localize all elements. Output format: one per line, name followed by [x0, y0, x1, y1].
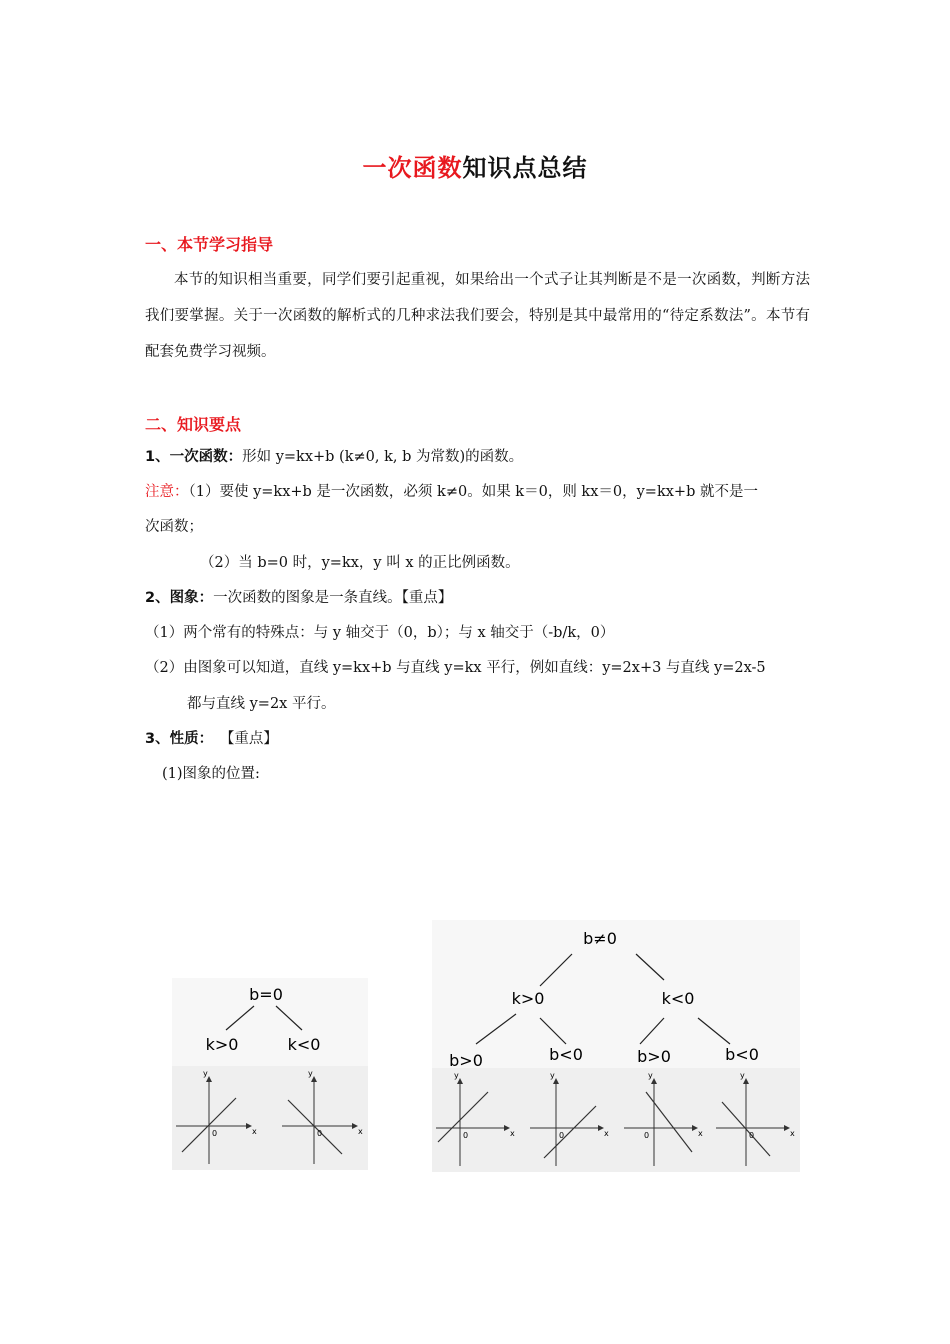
note-line1-cont: 次函数； — [145, 519, 203, 535]
page-title: 一次函数知识点总结 — [362, 154, 588, 182]
item2: 2、图象：一次函数的图象是一条直线。【重点】 — [145, 590, 453, 606]
b-negative-label: b<0 — [549, 1045, 583, 1064]
origin-label: 0 — [749, 1131, 755, 1140]
section2-heading: 二、知识要点 — [145, 415, 242, 434]
section1-heading: 一、本节学习指导 — [145, 235, 274, 254]
y-label: y — [740, 1071, 745, 1080]
y-label: y — [203, 1069, 208, 1078]
x-label: x — [252, 1127, 257, 1136]
y-label: y — [648, 1071, 653, 1080]
item3: 3、性质： 【重点】 — [145, 731, 278, 747]
origin-label: 0 — [212, 1129, 218, 1138]
k-positive-label: k>0 — [205, 1035, 239, 1054]
x-label: x — [790, 1129, 795, 1138]
item2-sub2-cont: 都与直线 y=2x 平行。 — [187, 696, 336, 712]
diagram-b-nonzero — [432, 920, 800, 1172]
x-label: x — [698, 1129, 703, 1138]
x-label: x — [510, 1129, 515, 1138]
root-label: b=0 — [249, 985, 283, 1004]
b-negative-label: b<0 — [725, 1045, 759, 1064]
note: 注意：（1）要使 y=kx+b 是一次函数，必须 k≠0。如果 k＝0，则 kx＝0，y=kx+b 就不是一 — [145, 484, 758, 500]
section1-paragraph: 本节的知识相当重要，同学们要引起重视，如果给出一个式子让其判断是不是一次函数，判断方法我们要掌握。关于一次函数的解析式的几种求法我们要会，特别是其中最常用的“待定系数法”。本节有配套免费学习视频。 — [145, 272, 810, 360]
k-negative-label: k<0 — [287, 1035, 321, 1054]
root-label: b≠0 — [583, 929, 617, 948]
graph-panel — [172, 1066, 368, 1170]
item2-sub1: （1）两个常有的特殊点：与 y 轴交于（0，b）；与 x 轴交于（-b/k，0） — [145, 625, 615, 641]
origin-label: 0 — [317, 1129, 323, 1138]
x-label: x — [604, 1129, 609, 1138]
item1: 1、一次函数：形如 y=kx+b (k≠0, k, b 为常数)的函数。 — [145, 449, 524, 465]
b-positive-label: b>0 — [449, 1051, 483, 1070]
y-label: y — [550, 1071, 555, 1080]
diagram-b-zero — [172, 978, 368, 1170]
b-positive-label: b>0 — [637, 1047, 671, 1066]
item3-sub1: (1)图象的位置: — [162, 766, 260, 782]
y-label: y — [454, 1071, 459, 1080]
k-negative-label: k<0 — [661, 989, 695, 1008]
y-label: y — [308, 1069, 313, 1078]
origin-label: 0 — [559, 1131, 565, 1140]
item2-sub2: （2）由图象可以知道，直线 y=kx+b 与直线 y=kx 平行，例如直线：y=2x+3 与直线 y=2x-5 — [145, 660, 766, 676]
k-positive-label: k>0 — [511, 989, 545, 1008]
x-label: x — [358, 1127, 363, 1136]
origin-label: 0 — [463, 1131, 469, 1140]
origin-label: 0 — [644, 1131, 650, 1140]
note-line2: （2）当 b=0 时，y=kx，y 叫 x 的正比例函数。 — [200, 555, 520, 571]
